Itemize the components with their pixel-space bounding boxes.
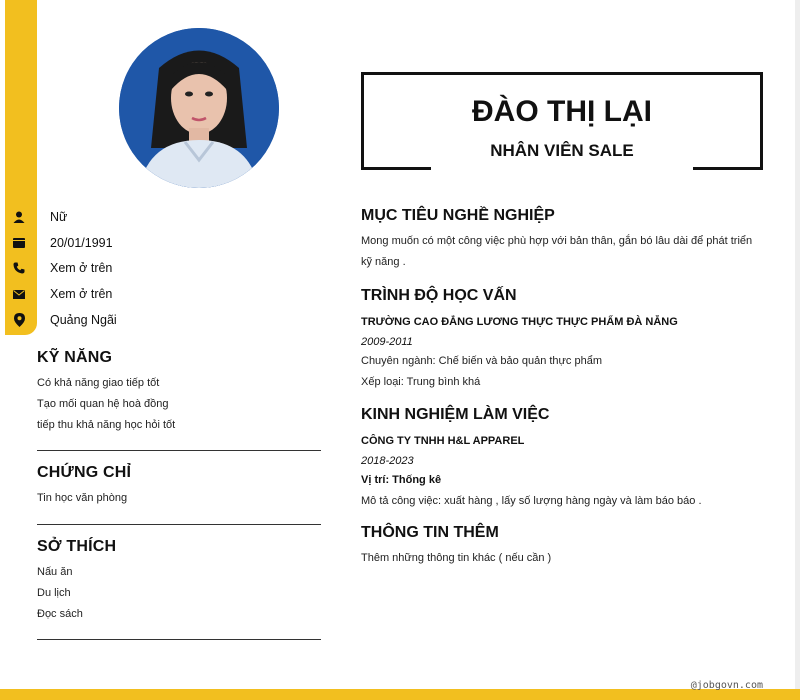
right-edge (795, 0, 800, 700)
objective-title: MỤC TIÊU NGHỀ NGHIỆP (361, 207, 555, 224)
skill-item: tiếp thu khả năng học hỏi tốt (37, 419, 176, 431)
experience-description: Mô tả công việc: xuất hàng , lấy số lượng hàng ngày và làm báo báo . (361, 495, 702, 507)
hobbies-section (37, 538, 321, 625)
additional-section (361, 524, 766, 569)
objective-section (361, 207, 766, 273)
email-icon (12, 287, 26, 301)
education-period: 2009-2011 (361, 336, 413, 348)
additional-title: THÔNG TIN THÊM (361, 524, 499, 541)
education-section (361, 287, 766, 393)
objective-text-cont: kỹ năng . (361, 256, 406, 268)
watermark: @jobgovn.com (690, 680, 763, 691)
skills-title: KỸ NĂNG (37, 349, 113, 366)
skill-item: Tạo mối quan hệ hoà đồng (37, 398, 169, 410)
birthday-text: 20/01/1991 (50, 236, 113, 250)
box-border-segment (693, 167, 763, 170)
contact-gender (0, 207, 320, 227)
contact-email (0, 284, 320, 304)
hobby-item: Nấu ăn (37, 566, 73, 578)
school-name: TRƯỜNG CAO ĐẲNG LƯƠNG THỰC THỰC PHẨM ĐÀ NẴNG (361, 316, 678, 328)
person-icon (12, 210, 26, 224)
contact-phone (0, 258, 320, 278)
box-border-segment (361, 167, 431, 170)
candidate-name: ĐÀO THỊ LẠI (472, 95, 652, 128)
education-grade: Xếp loại: Trung bình khá (361, 376, 481, 388)
contact-location (0, 310, 320, 330)
email-text: Xem ở trên (50, 287, 113, 301)
divider (37, 524, 321, 525)
skill-item: Có khả năng giao tiếp tốt (37, 377, 160, 389)
calendar-icon (12, 236, 26, 250)
experience-position: Vị trí: Thống kê (361, 474, 442, 486)
location-icon (12, 313, 26, 327)
experience-title: KINH NGHIỆM LÀM VIỆC (361, 406, 550, 423)
phone-icon (12, 261, 26, 275)
hobby-item: Đọc sách (37, 608, 83, 620)
education-major: Chuyên ngành: Chế biến và bảo quản thực phẩm (361, 355, 602, 367)
certificate-item: Tin học văn phòng (37, 492, 128, 504)
certificates-title: CHỨNG CHỈ (37, 464, 132, 481)
certificates-section (37, 464, 321, 509)
job-title: NHÂN VIÊN SALE (490, 141, 634, 160)
name-header-box (361, 72, 763, 170)
profile-photo (119, 28, 279, 188)
contact-birthday (0, 233, 320, 253)
hobby-item: Du lịch (37, 587, 71, 599)
phone-text: Xem ở trên (50, 261, 113, 275)
divider (37, 639, 321, 640)
experience-section (361, 406, 766, 512)
additional-text: Thêm những thông tin khác ( nếu cần ) (361, 552, 552, 564)
skills-section (37, 349, 321, 436)
divider (37, 450, 321, 451)
hobbies-title: SỞ THÍCH (37, 538, 117, 555)
location-text: Quảng Ngãi (50, 313, 117, 327)
objective-text: Mong muốn có một công việc phù hợp với bản thân, gắn bó lâu dài để phát triển (361, 235, 753, 247)
company-name: CÔNG TY TNHH H&L APPAREL (361, 435, 525, 447)
experience-period: 2018-2023 (361, 455, 414, 467)
education-title: TRÌNH ĐỘ HỌC VẤN (361, 287, 517, 304)
yellow-bottom-bar (0, 689, 800, 700)
gender-text: Nữ (50, 210, 68, 224)
